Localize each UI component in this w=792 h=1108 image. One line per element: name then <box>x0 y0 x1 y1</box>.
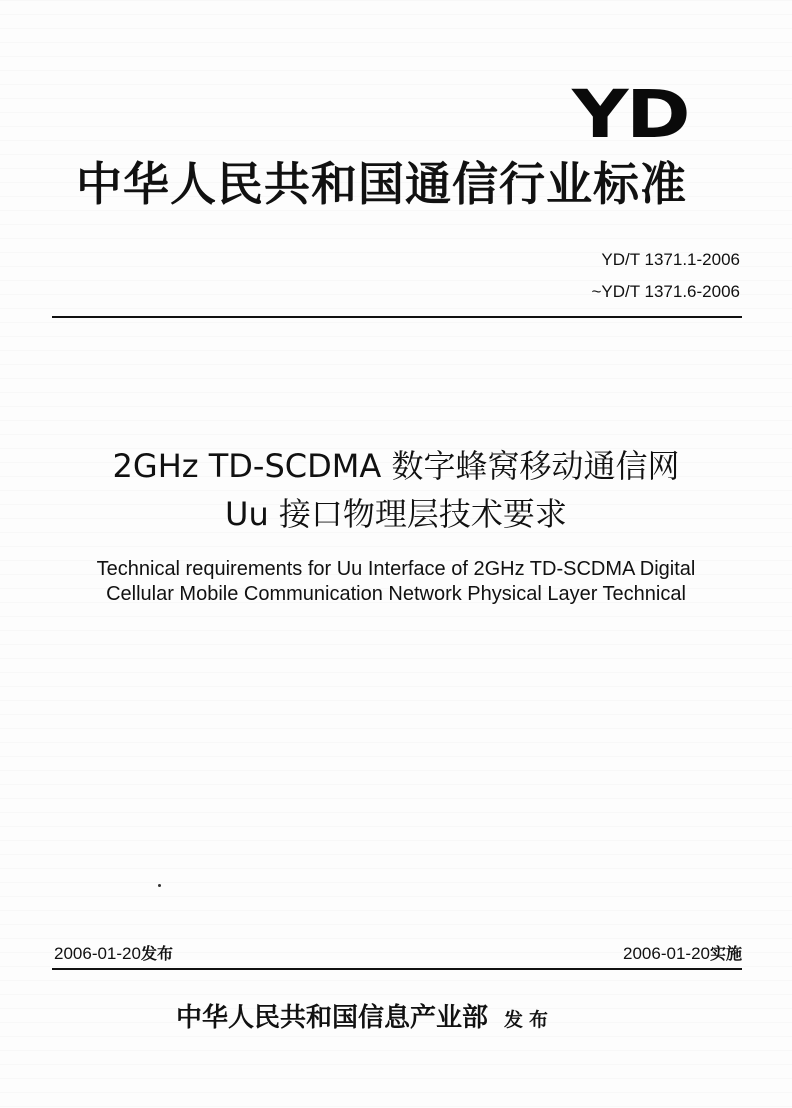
implement-date-block <box>623 943 742 965</box>
chinese-title-line-2: Uu 接口物理层技术要求 <box>225 495 567 533</box>
header-divider <box>52 316 742 318</box>
publisher-block <box>176 1000 554 1038</box>
publisher-name: 中华人民共和国信息产业部 <box>176 1003 489 1033</box>
footer-divider <box>52 968 742 970</box>
publish-label: 发布 <box>504 1009 555 1031</box>
issue-date-block <box>54 943 173 965</box>
implement-label: 实施 <box>709 944 742 963</box>
standard-code-end: ~YD/T 1371.6-2006 <box>591 282 740 301</box>
issue-label: 发布 <box>140 944 173 963</box>
english-title-line-1: Technical requirements for Uu Interface of 2GHz TD-SCDMA Digital <box>96 558 696 580</box>
scan-speck <box>158 884 161 887</box>
standard-category-title: 中华人民共和国通信行业标准 <box>76 157 687 211</box>
implement-date: 2006-01-20 <box>623 944 710 963</box>
yd-logo: YD <box>572 76 689 153</box>
issue-date: 2006-01-20 <box>54 944 141 963</box>
chinese-title-line-1: 2GHz TD-SCDMA 数字蜂窝移动通信网 <box>112 447 680 485</box>
standard-code-start: YD/T 1371.1-2006 <box>601 250 740 269</box>
english-title-line-2: Cellular Mobile Communication Network Physical Layer Technical <box>106 583 686 605</box>
